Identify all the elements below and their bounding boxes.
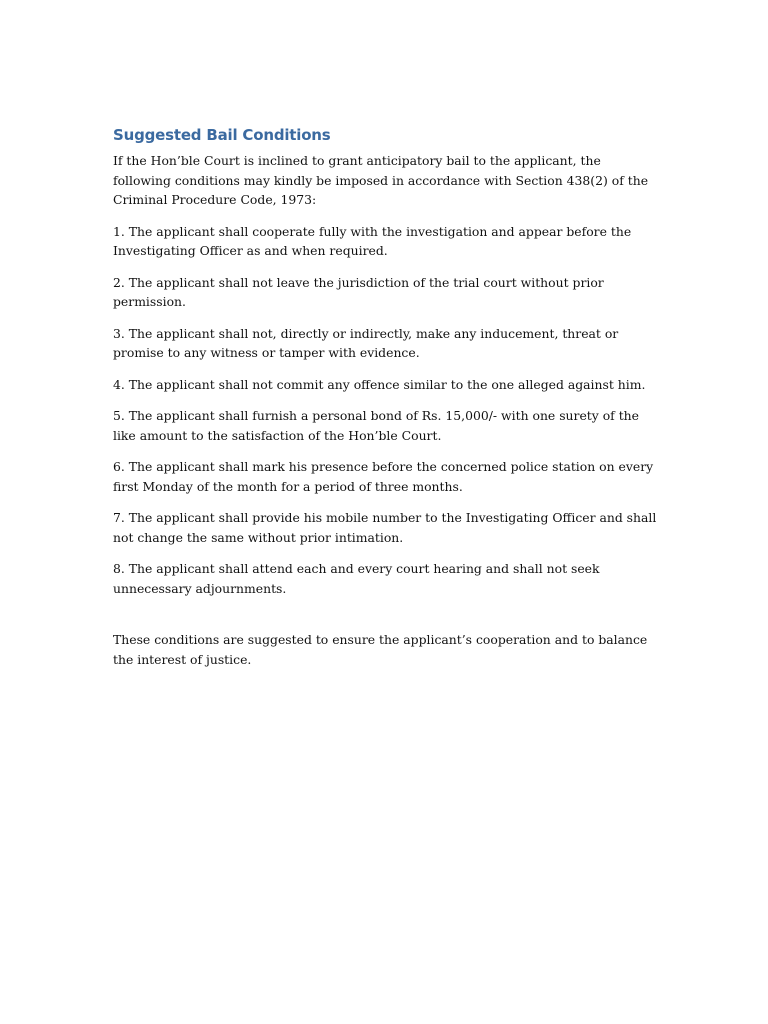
document-body: [113, 124, 658, 681]
condition-item-1: 1. The applicant shall cooperate fully with the investigation and appear before the Investigating Officer as and when required.: [113, 223, 632, 258]
document-heading: Suggested Bail Conditions: [113, 126, 331, 144]
intro-paragraph: If the Hon’ble Court is inclined to grant anticipatory bail to the applicant, the following conditions may kindly be imposed in accordance with Section 438(2) of the Criminal Procedure Code, 1973:: [113, 153, 649, 207]
condition-item-4: 4. The applicant shall not commit any offence similar to the one alleged against him.: [113, 376, 646, 392]
condition-item-8: 8. The applicant shall attend each and every court hearing and shall not seek unnecessary adjournments.: [113, 561, 600, 596]
condition-item-2: 2. The applicant shall not leave the jurisdiction of the trial court without prior permission.: [113, 274, 604, 309]
closing-paragraph: These conditions are suggested to ensure the applicant’s cooperation and to balance the interest of justice.: [113, 632, 648, 667]
condition-item-3: 3. The applicant shall not, directly or indirectly, make any inducement, threat or promise to any witness or tamper with evidence.: [113, 325, 619, 360]
condition-item-5: 5. The applicant shall furnish a personal bond of Rs. 15,000/- with one surety of the like amount to the satisfaction of the Hon’ble Court.: [113, 408, 639, 443]
condition-item-6: 6. The applicant shall mark his presence before the concerned police station on every first Monday of the month for a period of three months.: [113, 459, 654, 494]
condition-item-7: 7. The applicant shall provide his mobile number to the Investigating Officer and shall not change the same without prior intimation.: [113, 510, 657, 545]
